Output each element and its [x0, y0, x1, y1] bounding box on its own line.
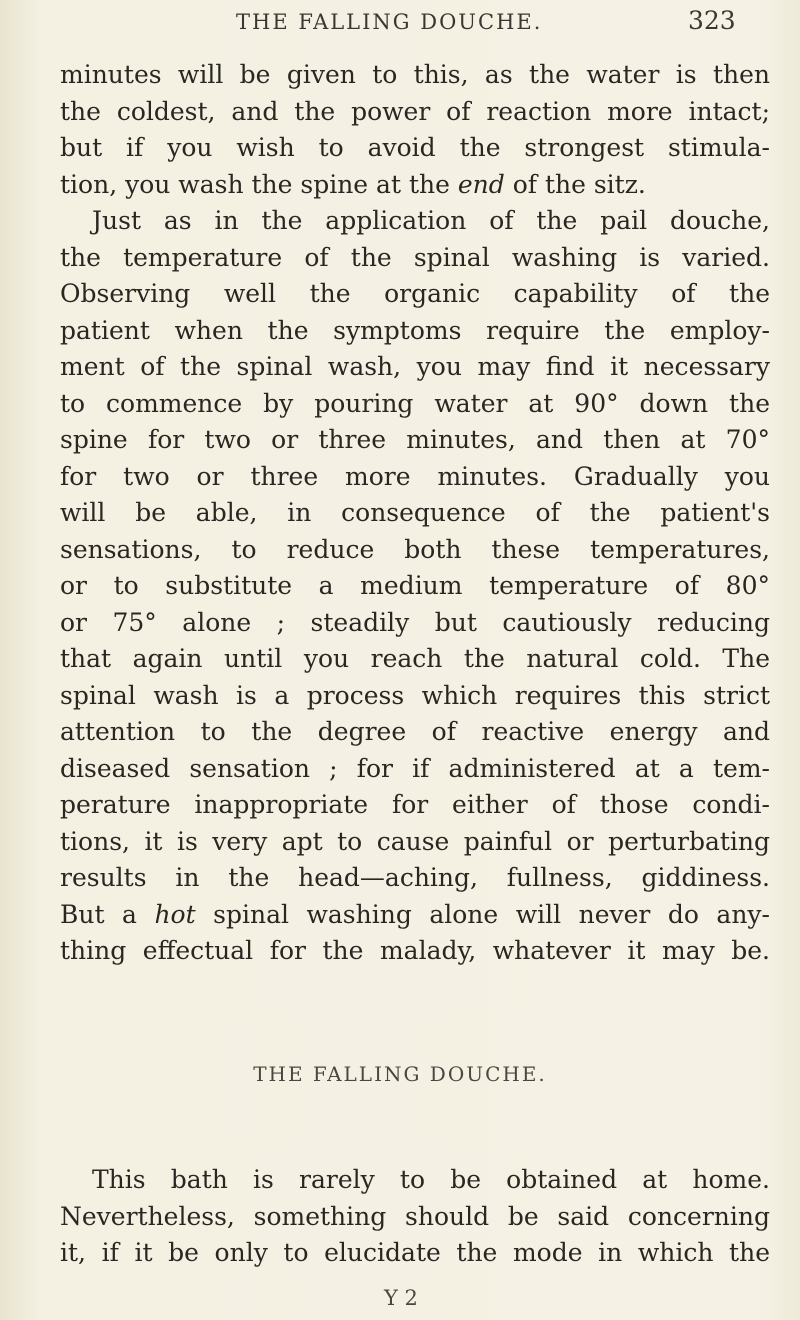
text-line: the coldest, and the power of reaction more intact;	[60, 96, 770, 126]
page-header	[0, 4, 800, 44]
text-line: it, if it be only to elucidate the mode in which the	[60, 1238, 770, 1267]
paragraph-continued	[60, 57, 770, 203]
text-line: or 75° alone ; steadily but cautiously reducing	[60, 607, 770, 637]
text-line: perature inappropriate for either of those condi-	[60, 790, 770, 819]
text-line: tions, it is very apt to cause painful or perturbating	[60, 826, 770, 856]
text-line: attention to the degree of reactive energy and	[60, 717, 770, 746]
emphasis-hot: hot	[154, 899, 196, 929]
text-line: patient when the symptoms require the employ-	[60, 315, 770, 345]
text-line: spinal wash is a process which requires this strict	[60, 680, 770, 710]
text-line: that again until you reach the natural cold. The	[60, 644, 770, 673]
text-line: to commence by pouring water at 90° down the	[60, 388, 770, 418]
text-line: Nevertheless, something should be said concerning	[60, 1201, 770, 1231]
text-fragment: But a	[60, 899, 155, 929]
text-line: Just as in the application of the pail douche,	[92, 206, 770, 235]
paragraph-spinal-wash	[60, 203, 770, 970]
text-line	[60, 897, 770, 934]
emphasis-end: end	[457, 169, 505, 199]
text-line: the temperature of the spinal washing is varied.	[60, 242, 770, 272]
text-line: will be able, in consequence of the patient's	[60, 498, 770, 527]
text-line: results in the head—aching, fullness, giddiness.	[60, 863, 770, 892]
text-line: for two or three more minutes. Gradually you	[60, 461, 770, 491]
text-line: minutes will be given to this, as the water is then	[60, 60, 770, 89]
text-line: but if you wish to avoid the strongest stimula-	[60, 133, 770, 162]
section-heading: THE FALLING DOUCHE.	[253, 1062, 547, 1086]
text-fragment: spinal washing alone will never do any-	[195, 899, 770, 929]
text-line: ment of the spinal wash, you may find it necessary	[60, 352, 770, 381]
text-fragment: tion, you wash the spine at the	[60, 169, 458, 199]
text-line: thing effectual for the malady, whatever it may be.	[60, 936, 770, 965]
paragraph-falling-douche	[60, 1162, 770, 1272]
page-number: 323	[688, 6, 736, 35]
text-line: spine for two or three minutes, and then at 70°	[60, 425, 770, 454]
text-line: diseased sensation ; for if administered at a tem-	[60, 753, 770, 783]
text-line	[60, 167, 770, 204]
text-line: sensations, to reduce both these temperatures,	[60, 534, 770, 564]
text-fragment: of the sitz.	[504, 169, 646, 199]
running-head: THE FALLING DOUCHE.	[236, 10, 543, 34]
text-line: or to substitute a medium temperature of 80°	[60, 571, 770, 600]
text-line: Observing well the organic capability of the	[60, 279, 770, 308]
text-line: This bath is rarely to be obtained at home.	[92, 1165, 770, 1194]
signature-mark: Y 2	[384, 1286, 418, 1310]
